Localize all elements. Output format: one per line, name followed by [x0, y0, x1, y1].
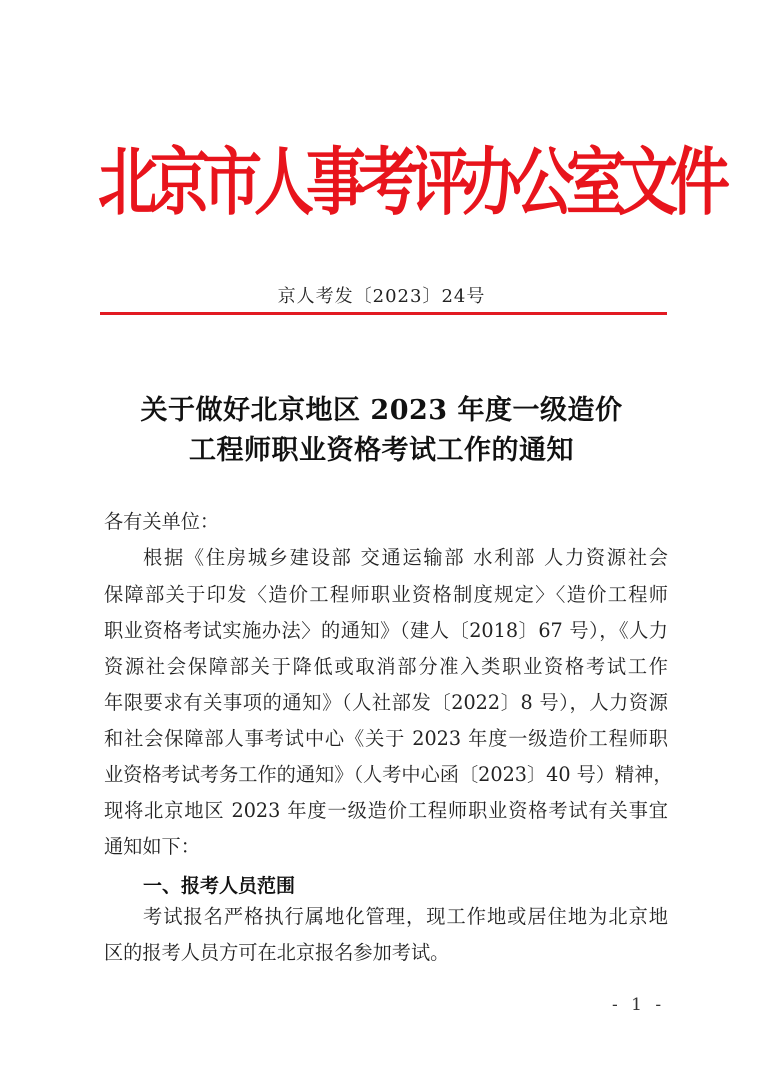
masthead-char: 市	[202, 140, 262, 226]
paragraph-line: 通知如下：	[104, 835, 200, 858]
paragraph-line: 考试报名严格执行属地化管理，现工作地或居住地为北京地	[143, 905, 668, 928]
page-number: - 1 -	[612, 995, 666, 1015]
paragraph-line: 年限要求有关事项的通知》（人社部发〔2022〕8 号），人力资源	[104, 691, 668, 714]
masthead-char: 件	[670, 140, 730, 226]
paragraph-line: 根据《住房城乡建设部 交通运输部 水利部 人力资源社会	[143, 546, 668, 569]
masthead-char: 办	[462, 140, 522, 226]
masthead-char: 文	[618, 140, 678, 226]
paragraph-line: 和社会保障部人事考试中心《关于 2023 年度一级造价工程师职	[104, 727, 668, 750]
masthead-char: 事	[306, 140, 366, 226]
paragraph-line: 保障部关于印发〈造价工程师职业资格制度规定〉〈造价工程师	[104, 583, 668, 606]
paragraph-line: 现将北京地区 2023 年度一级造价工程师职业资格考试有关事宜	[104, 799, 668, 822]
paragraph-line: 职业资格考试实施办法〉的通知》（建人〔2018〕67 号），《人力	[104, 619, 668, 642]
document-title-line-1: 关于做好北京地区 2023 年度一级造价	[140, 395, 623, 426]
masthead-char: 北	[98, 140, 158, 226]
red-divider	[100, 312, 667, 315]
document-title-line-2: 工程师职业资格考试工作的通知	[189, 435, 574, 466]
paragraph-line: 区的报考人员方可在北京报名参加考试。	[104, 941, 450, 964]
masthead-char: 考	[358, 140, 418, 226]
masthead-char: 公	[514, 140, 574, 226]
masthead-char: 人	[254, 140, 314, 226]
masthead-char: 京	[150, 140, 210, 226]
paragraph-line: 资源社会保障部关于降低或取消部分准入类职业资格考试工作	[104, 655, 668, 678]
masthead-char: 评	[410, 140, 470, 226]
paragraph-line: 业资格考试考务工作的通知》（人考中心函〔2023〕40 号）精神，	[104, 763, 673, 786]
masthead-char: 室	[566, 140, 626, 226]
section-heading: 一、报考人员范围	[143, 875, 296, 897]
masthead-title	[98, 131, 730, 236]
document-number: 京人考发〔2023〕24号	[277, 286, 486, 307]
salutation: 各有关单位：	[104, 510, 220, 533]
